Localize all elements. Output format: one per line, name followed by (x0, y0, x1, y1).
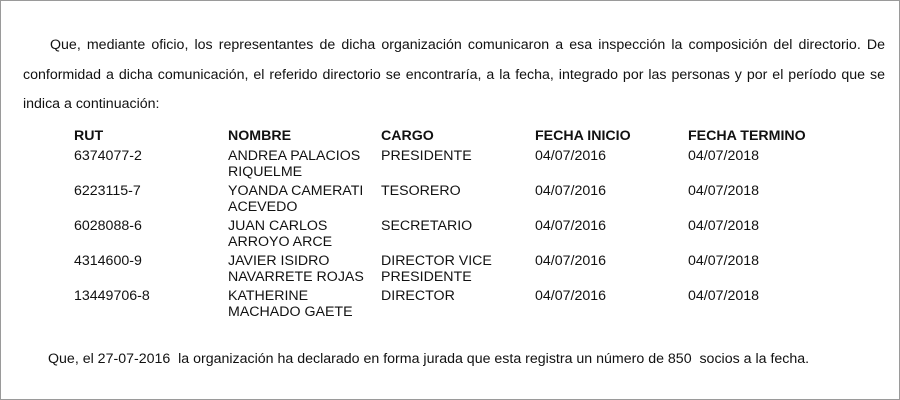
cell-fecha-termino: 04/07/2018 (688, 183, 760, 199)
cell-rut: 6028088-6 (74, 218, 142, 234)
cell-nombre-line: JUAN CARLOS (228, 218, 328, 234)
directorio-table (74, 127, 874, 324)
cell-cargo-line: SECRETARIO (381, 218, 473, 234)
cell-nombre-line: RIQUELME (228, 163, 303, 180)
cell-fecha-inicio: 04/07/2016 (535, 148, 607, 164)
cell-cargo-line: DIRECTOR VICE (381, 253, 492, 269)
header-fecha-termino: FECHA TERMINO (688, 128, 806, 144)
cell-fecha-inicio: 04/07/2016 (535, 253, 607, 269)
header-cargo: CARGO (381, 128, 434, 144)
cell-fecha-termino: 04/07/2018 (688, 253, 760, 269)
table-row (74, 219, 874, 254)
cell-rut: 13449706-8 (74, 288, 150, 304)
intro-paragraph: Que, mediante oficio, los representantes de dicha organización comunicaron a esa inspección la composición del directorio. De conformidad a dicha comunicación, el referido directorio se encontraría, a la fecha, integrado por las personas y por el período que se indica a continuación: (23, 37, 885, 112)
cell-cargo-line: TESORERO (381, 183, 461, 199)
header-nombre: NOMBRE (228, 128, 292, 144)
cell-cargo (381, 184, 535, 219)
cell-nombre-line: ACEVEDO (228, 198, 298, 215)
cell-nombre-line: YOANDA CAMERATI (228, 183, 364, 199)
footer-paragraph: Que, el 27-07-2016 la organización ha declarado en forma jurada que esta registra un número de 850 socios a la fecha. (48, 351, 810, 367)
cell-nombre (228, 219, 381, 254)
cell-cargo (381, 219, 535, 254)
cell-nombre (228, 289, 381, 324)
cell-nombre (228, 184, 381, 219)
cell-rut: 4314600-9 (74, 253, 142, 269)
cell-nombre-line: JAVIER ISIDRO (228, 253, 330, 269)
cell-cargo-line: DIRECTOR (381, 288, 455, 304)
cell-cargo (381, 254, 535, 289)
cell-cargo-line: PRESIDENTE (381, 268, 472, 285)
cell-fecha-inicio: 04/07/2016 (535, 288, 607, 304)
cell-rut: 6223115-7 (74, 183, 141, 199)
cell-fecha-termino: 04/07/2018 (688, 288, 760, 304)
cell-nombre-line: ARROYO ARCE (228, 233, 333, 250)
table-header (74, 127, 874, 147)
cell-fecha-inicio: 04/07/2016 (535, 183, 607, 199)
header-rut: RUT (74, 128, 104, 144)
table-row (74, 289, 874, 324)
cell-fecha-termino: 04/07/2018 (688, 218, 760, 234)
cell-rut: 6374077-2 (74, 148, 142, 164)
table-row (74, 254, 874, 289)
cell-nombre-line: NAVARRETE ROJAS (228, 268, 364, 285)
cell-nombre (228, 149, 381, 184)
cell-cargo (381, 289, 535, 324)
header-fecha-inicio: FECHA INICIO (535, 128, 631, 144)
cell-cargo-line: PRESIDENTE (381, 148, 472, 164)
cell-fecha-termino: 04/07/2018 (688, 148, 760, 164)
cell-nombre-line: ANDREA PALACIOS (228, 148, 361, 164)
cell-cargo (381, 149, 535, 184)
cell-nombre-line: KATHERINE (228, 288, 309, 304)
table-row (74, 184, 874, 219)
table-row (74, 149, 874, 184)
cell-fecha-inicio: 04/07/2016 (535, 218, 607, 234)
cell-nombre-line: MACHADO GAETE (228, 303, 353, 320)
cell-nombre (228, 254, 381, 289)
